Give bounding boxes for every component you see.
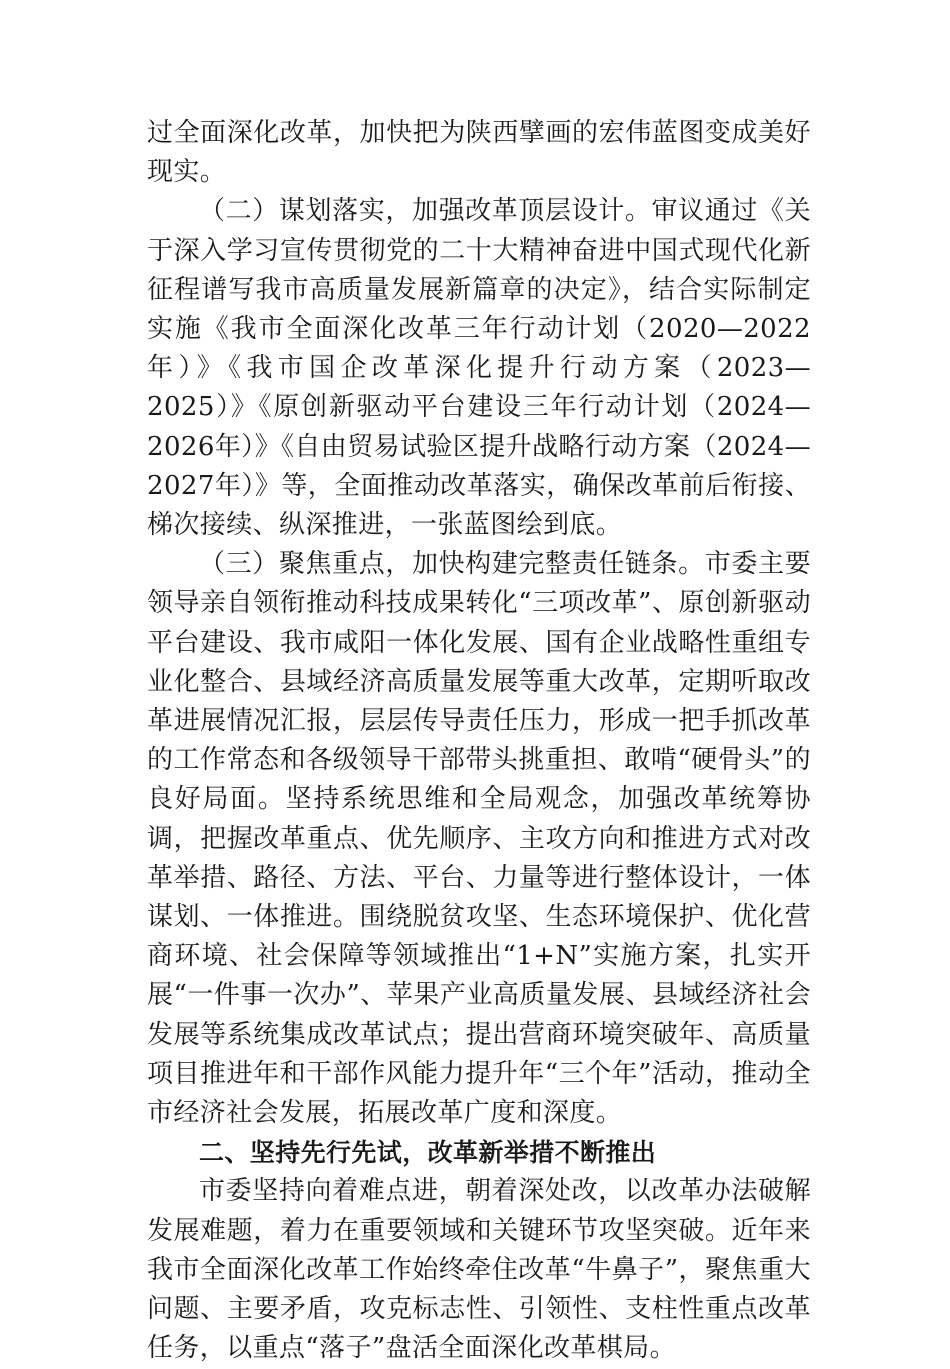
section-heading: 二、坚持先行先试，改革新举措不断推出 — [199, 1138, 657, 1168]
document-body — [147, 114, 811, 1369]
paragraph-section-3: （三）聚焦重点，加快构建完整责任链条。市委主要领导亲自领衔推动科技成果转化“三项改革”、原创新驱动平台建设、我市咸阳一体化发展、国有企业战略性重组专业化整合、县域经济高质量发展等重大改革，定期听取改革进展情况汇报，层层传导责任压力，形成一把手抓改革的工作常态和各级领导干部带头挑重担、敢啃“硬骨头”的良好局面。坚持系统思维和全局观念，加强改革统筹协调，把握改革重点、优先顺序、主攻方向和推进方式对改革举措、路径、方法、平台、力量等进行整体设计，一体谋划、一体推进。围绕脱贫攻坚、生态环境保护、优化营商环境、社会保障等领域推出“1+N”实施方案，扎实开展“一件事一次办”、苹果产业高质量发展、县域经济社会发展等系统集成改革试点；提出营商环境突破年、高质量项目推进年和干部作风能力提升年“三个年”活动，推动全市经济社会发展，拓展改革广度和深度。 — [147, 549, 811, 1129]
paragraph-continuation: 过全面深化改革，加快把为陕西擘画的宏伟蓝图变成美好现实。 — [147, 118, 811, 188]
paragraph-section-2: （二）谋划落实，加强改革顶层设计。审议通过《关于深入学习宣传贯彻党的二十大精神奋进中国式现代化新征程谱写我市高质量发展新篇章的决定》，结合实际制定实施《我市全面深化改革三年行动计划（2020—2022年）》《我市国企改革深化提升行动方案（2023—2025）》《原创新驱动平台建设三年行动计划（2024—2026年）》《自由贸易试验区提升战略行动方案（2024—2027年）》等，全面推动改革落实，确保改革前后衔接、梯次接续、纵深推进，一张蓝图绘到底。 — [147, 196, 811, 541]
paragraph-closing: 市委坚持向着难点进，朝着深处改，以改革办法破解发展难题，着力在重要领域和关键环节攻坚突破。近年来我市全面深化改革工作始终牵住改革“牛鼻子”，聚焦重大问题、主要矛盾，攻克标志性、引领性、支柱性重点改革任务，以重点“落子”盘活全面深化改革棋局。 — [147, 1176, 811, 1364]
